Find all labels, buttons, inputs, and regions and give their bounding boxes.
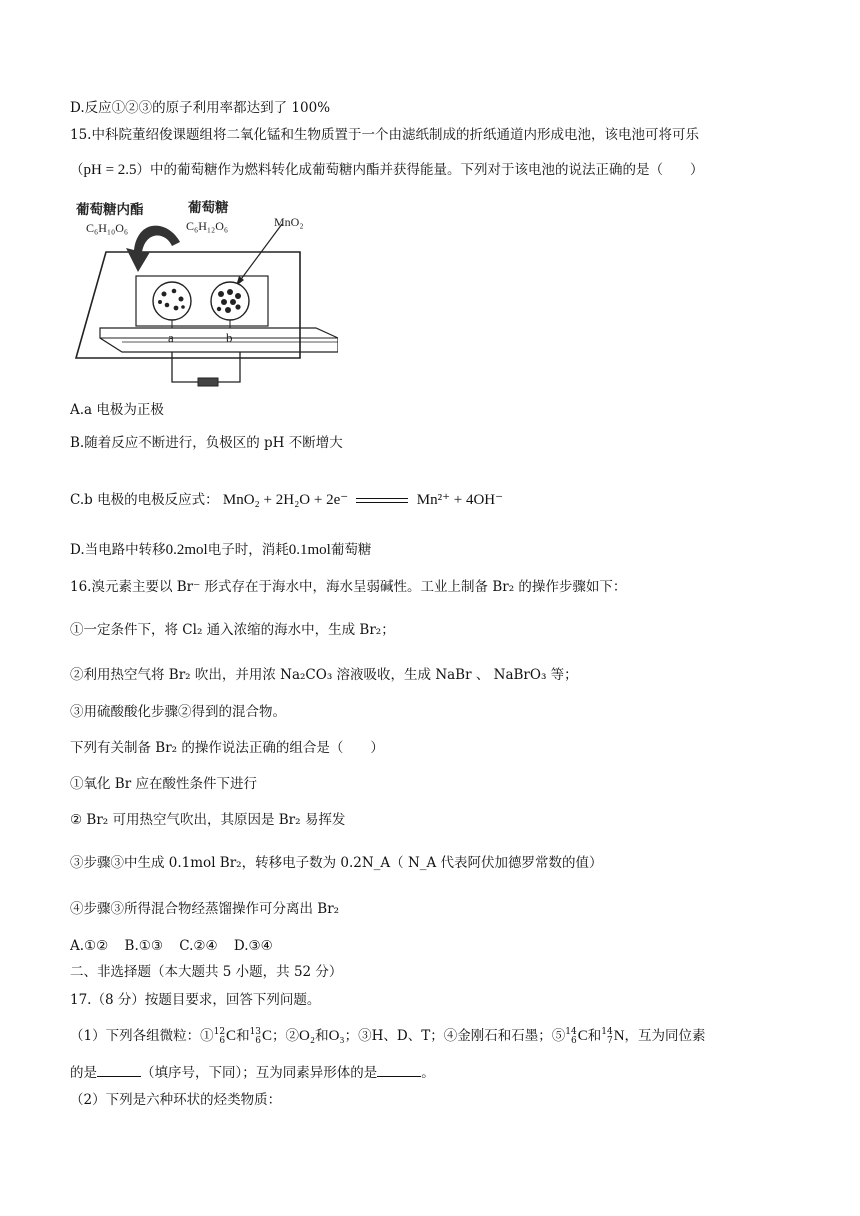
conversion-arrow (126, 226, 180, 272)
answer-blank-allotropes[interactable] (377, 1064, 421, 1077)
resistor (198, 378, 218, 386)
q16-question: 下列有关制备 Br₂ 的操作说法正确的组合是（ ） (70, 740, 384, 756)
q16-item-3: ③步骤③中生成 0.1mol Br₂，转移电子数为 0.2N_A（ N_A 代表阿伏加德罗常数的值） (70, 855, 603, 871)
q16-item-2: ② Br₂ 可用热空气吹出，其原因是 Br₂ 易挥发 (70, 812, 346, 828)
q17-part2: （2）下列是六种环状的烃类物质： (70, 1092, 282, 1108)
base-plate (100, 328, 338, 352)
q17-part1-line1: （1）下列各组微粒：① 12 6 C和 13 6 C；②O₂和O₃；③H、D、T；④金刚石和石墨；⑤ 14 6 C和 14 7 N，互为同位素 (70, 1026, 706, 1046)
q17-stem: 17.（8 分）按题目要求，回答下列问题。 (70, 992, 321, 1008)
glucose-formula: C₆H₁₂O₆ (186, 219, 229, 233)
q15-stem-line2: （pH = 2.5）中的葡萄糖作为燃料转化成葡萄糖内酯并获得能量。下列对于该电池的说法正确的是（ ） (70, 162, 704, 178)
q16-step-3: ③用硫酸酸化步骤②得到的混合物。 (70, 704, 286, 720)
choice-a: A.①② (70, 938, 109, 954)
q16-choices (70, 936, 285, 956)
electrode-a-label: a (168, 330, 174, 345)
q16-step-2: ②利用热空气将 Br₂ 吹出，并用浓 Na₂CO₃ 溶液吸收，生成 NaBr 、 NaBrO₃ 等； (70, 667, 578, 683)
lactone-label: 葡萄糖内酯 (76, 202, 144, 218)
q15-option-d: D.当电路中转移0.2mol电子时，消耗0.1mol葡萄糖 (70, 542, 372, 558)
q15-option-c: C.b 电极的电极反应式： MnO₂ + 2H₂O + 2e⁻ Mn²⁺ + 4OH⁻ (70, 492, 504, 508)
q16-stem: 16.溴元素主要以 Br⁻ 形式存在于海水中，海水呈弱碱性。工业上制备 Br₂ 的操作步骤如下： (70, 579, 627, 595)
answer-blank-isotopes[interactable] (97, 1064, 141, 1077)
lactone-formula: C₆H₁₀O₆ (86, 221, 129, 235)
q15-stem-line1: 15.中科院董绍俊课题组将二氧化锰和生物质置于一个由滤纸制成的折纸通道内形成电池，该电池可将可乐 (70, 127, 699, 143)
glucose-label: 葡萄糖 (188, 200, 229, 216)
q15-option-a: A.a 电极为正极 (70, 402, 164, 418)
q17-part1-line2: 的是 （填序号，下同）；互为同素异形体的是 。 (70, 1065, 435, 1081)
battery-figure (68, 190, 338, 395)
ph-value: pH = 2.5 (83, 162, 137, 178)
q16-step-1: ①一定条件下，将 Cl₂ 通入浓缩的海水中，生成 Br₂； (70, 622, 395, 638)
eq-left: MnO₂ + 2H₂O + 2e⁻ (222, 492, 349, 508)
eq-right: Mn²⁺ + 4OH⁻ (416, 492, 504, 508)
reaction-equals-sign (356, 498, 408, 503)
electrode-b-label: b (226, 330, 233, 345)
mno2-label: MnO₂ (274, 215, 304, 229)
q16-item-1: ①氧化 Br 应在酸性条件下进行 (70, 776, 257, 792)
q14-option-d: D.反应①②③的原子利用率都达到了 100% (70, 100, 331, 116)
choice-d: D.③④ (233, 938, 273, 954)
q16-item-4: ④步骤③所得混合物经蒸馏操作可分离出 Br₂ (70, 901, 340, 917)
section-2-title: 二、非选择题（本大题共 5 小题，共 52 分） (70, 964, 343, 980)
q15-option-b: B.随着反应不断进行，负极区的 pH 不断增大 (70, 435, 343, 451)
electrode-b (211, 282, 249, 320)
choice-b: B.①③ (124, 938, 163, 954)
choice-c: C.②④ (179, 938, 218, 954)
